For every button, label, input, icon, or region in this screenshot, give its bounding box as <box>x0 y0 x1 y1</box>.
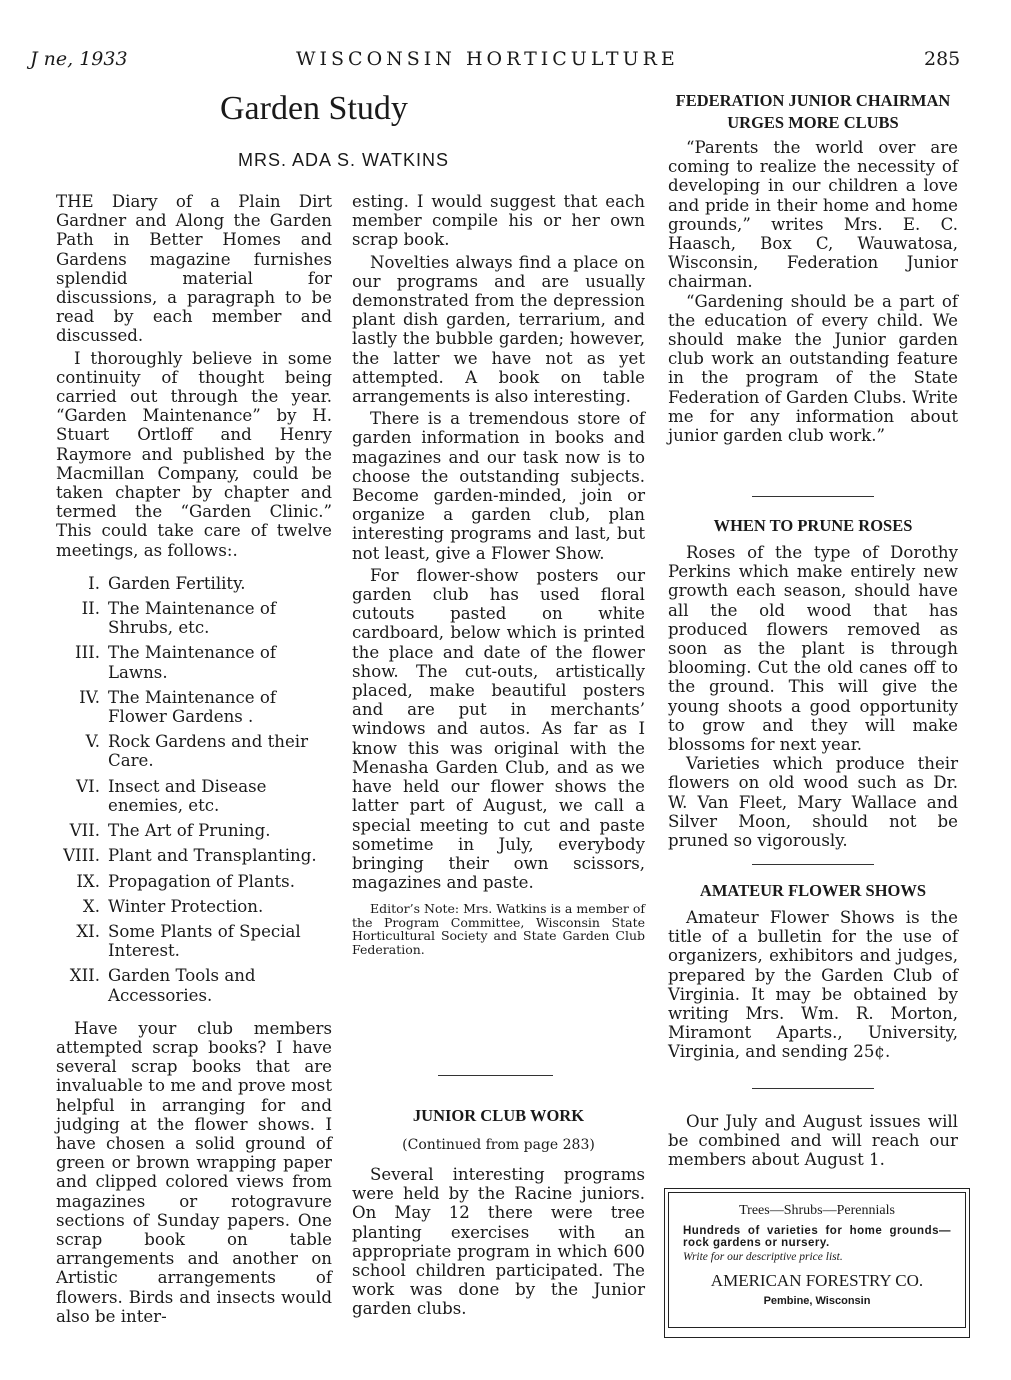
article-paragraph: For flower-show posters our garden club has used floral cutouts pasted on white cardboard, below which is printed the place and date of the flower show. The cut-outs, artistically placed, make beautiful posters and are put in merchants’ windows and autos. As far as I know this was original with the Menasha Garden Club, and as we have held our flower shows the latter part of August, we call a special meeting to cut and paste sometime in July, everybody bringing their own scissors, magazines and paste. <box>352 565 645 893</box>
topic-text: The Art of Pruning. <box>108 821 271 841</box>
topic-text: Insect and Disease enemies, etc. <box>108 776 267 815</box>
issue-date: J ne, 1933 <box>30 48 128 70</box>
journal-title: WISCONSIN HORTICULTURE <box>296 48 679 70</box>
article-paragraph: THE Diary of a Plain Dirt Gardner and Along the Garden Path in Better Homes and Gardens magazine furnishes splendid material for discussions, a paragraph to be read by each member and discussed. <box>56 192 332 346</box>
amateur-shows-section <box>668 880 958 1062</box>
topic-text: Propagation of Plants. <box>108 871 295 891</box>
notice-paragraph: Our July and August issues will be combined and will reach our members about August 1. <box>668 1112 958 1170</box>
section-paragraph: “Gardening should be a part of the education of every child. We should make the Junior garden club work an outstanding feature in the program of the State Federation of Garden Clubs. Write me for any information about junior garden club work.” <box>668 291 958 446</box>
article-paragraph: Have your club members attempted scrap books? I have several scrap books that are invaluable to me and prove most helpful in arranging for and judging at the flower shows. I have chosen a solid ground of green or brown wrapping paper and clipped colored views from magazines or rotogravure sections of Sunday papers. One scrap book on table arrangements and another on Artistic arrangements of flowers. Birds and insects would also be inter- <box>56 1018 332 1326</box>
ad-company: AMERICAN FORESTRY CO. <box>710 1271 924 1290</box>
prune-roses-section <box>668 515 958 850</box>
topic-number: XI. <box>76 921 100 941</box>
article-paragraph: I thoroughly believe in some continuity of thought being carried out through the year. “Garden Maintenance” by H. Stuart Ortloff and Henry Raymore and published by the Macmillan Company, could be taken chapter by chapter and termed the “Garden Clinic.” This could take care of twelve meetings, as follows:. <box>56 348 332 560</box>
ad-headline: Trees—Shrubs—Perennials <box>739 1203 895 1218</box>
advertisement-box <box>664 1188 970 1338</box>
issue-notice <box>668 1112 958 1170</box>
meeting-topic-item <box>56 643 332 681</box>
topic-text: Garden Tools and Accessories. <box>108 966 256 1005</box>
topic-number: VI. <box>76 776 100 796</box>
section-paragraph: Several interesting programs were held by the Racine juniors. On May 12 there were tree planting exercises with an appropriate program in which 600 school children participated. The work was done by the Junior garden clubs. <box>352 1165 645 1319</box>
meeting-topic-item <box>56 821 332 840</box>
continued-note: (Continued from page 283) <box>402 1137 595 1153</box>
topic-text: Plant and Transplanting. <box>108 846 317 866</box>
topic-number: X. <box>82 896 100 916</box>
section-heading: AMATEUR FLOWER SHOWS <box>699 881 927 900</box>
topic-number: II. <box>81 599 100 619</box>
meeting-topic-item <box>56 922 332 960</box>
meeting-topic-item <box>56 732 332 770</box>
topic-number: VIII. <box>63 846 100 866</box>
article-byline: MRS. ADA S. WATKINS <box>238 150 450 170</box>
article-column-2 <box>352 192 645 956</box>
topic-number: VII. <box>69 821 100 841</box>
federation-section <box>668 90 958 445</box>
section-heading: JUNIOR CLUB WORK <box>412 1106 585 1125</box>
meeting-topic-item <box>56 599 332 637</box>
topic-number: III. <box>75 643 100 663</box>
topic-text: The Maintenance of Shrubs, etc. <box>108 599 277 638</box>
section-heading: WHEN TO PRUNE ROSES <box>713 516 913 535</box>
meeting-topics-list <box>56 574 332 1005</box>
article-paragraph: There is a tremendous store of garden information in books and magazines and our task now is to choose the outstanding subjects. Become garden-minded, join or organize a garden club, plan interesting programs and last, but not least, give a Flower Show. <box>352 409 645 563</box>
topic-text: Garden Fertility. <box>108 573 246 593</box>
topic-text: The Maintenance of Lawns. <box>108 643 277 682</box>
section-divider <box>438 1075 553 1076</box>
ad-description: Hundreds of varieties for home grounds—rock gardens or nursery. <box>683 1225 951 1249</box>
meeting-topic-item <box>56 574 332 593</box>
topic-number: IX. <box>76 871 100 891</box>
section-paragraph: “Parents the world over are coming to realize the necessity of developing in our children a love and pride in their home and home grounds,” writes Mrs. E. C. Haasch, Box C, Wauwatosa, Wisconsin, Federation Junior chairman. <box>668 138 958 292</box>
section-divider <box>752 864 874 865</box>
section-paragraph: Varieties which produce their flowers on old wood such as Dr. W. Van Fleet, Mary Wallace and Silver Moon, should not be pruned so vigorously. <box>668 754 958 851</box>
section-divider <box>752 496 874 497</box>
topic-text: The Maintenance of Flower Gardens . <box>108 687 277 727</box>
section-paragraph: Roses of the type of Dorothy Perkins which make entirely new growth each season, should have all the old wood that has produced flowers removed as soon as the plant is through blooming. Cut the old canes off to the ground. This will give the young shoots a good opportunity to grow and they will make blossoms for next year. <box>668 543 958 755</box>
ad-location: Pembine, Wisconsin <box>763 1295 871 1307</box>
page-number: 285 <box>924 48 961 70</box>
junior-club-section <box>352 1105 645 1319</box>
article-paragraph: Novelties always find a place on our programs and are usually demonstrated from the depression plant dish garden, terrarium, and lastly the bubble garden; however, the latter we have not as yet attempted. A book on table arrangements is also interesting. <box>352 252 645 407</box>
section-divider <box>752 1088 874 1089</box>
meeting-topic-item <box>56 846 332 865</box>
meeting-topic-item <box>56 688 332 726</box>
topic-number: V. <box>85 732 100 752</box>
topic-text: Some Plants of Special Interest. <box>108 921 301 961</box>
meeting-topic-item <box>56 777 332 815</box>
topic-text: Rock Gardens and their Care. <box>108 732 309 771</box>
meeting-topic-item <box>56 897 332 916</box>
topic-number: I. <box>88 573 100 593</box>
article-paragraph: esting. I would suggest that each member compile his or her own scrap book. <box>352 192 645 250</box>
meeting-topic-item <box>56 966 332 1004</box>
topic-text: Winter Protection. <box>108 896 264 916</box>
article-column-1 <box>56 192 332 1326</box>
section-heading: FEDERATION JUNIOR CHAIRMAN URGES MORE CLUBS <box>675 91 951 132</box>
ad-offer: Write for our descriptive price list. <box>683 1251 843 1263</box>
article-title: Garden Study <box>220 90 408 127</box>
editors-note: Editor’s Note: Mrs. Watkins is a member of the Program Committee, Wisconsin State Horticultural Society and State Garden Club Federation. <box>352 901 645 957</box>
topic-number: IV. <box>79 687 100 707</box>
meeting-topic-item <box>56 872 332 891</box>
topic-number: XII. <box>69 966 100 986</box>
section-paragraph: Amateur Flower Shows is the title of a bulletin for the use of organizers, exhibitors and judges, prepared by the Garden Club of Virginia. It may be obtained by writing Mrs. Wm. R. Morton, Miramont Aparts., University, Virginia, and sending 25¢. <box>668 908 958 1062</box>
